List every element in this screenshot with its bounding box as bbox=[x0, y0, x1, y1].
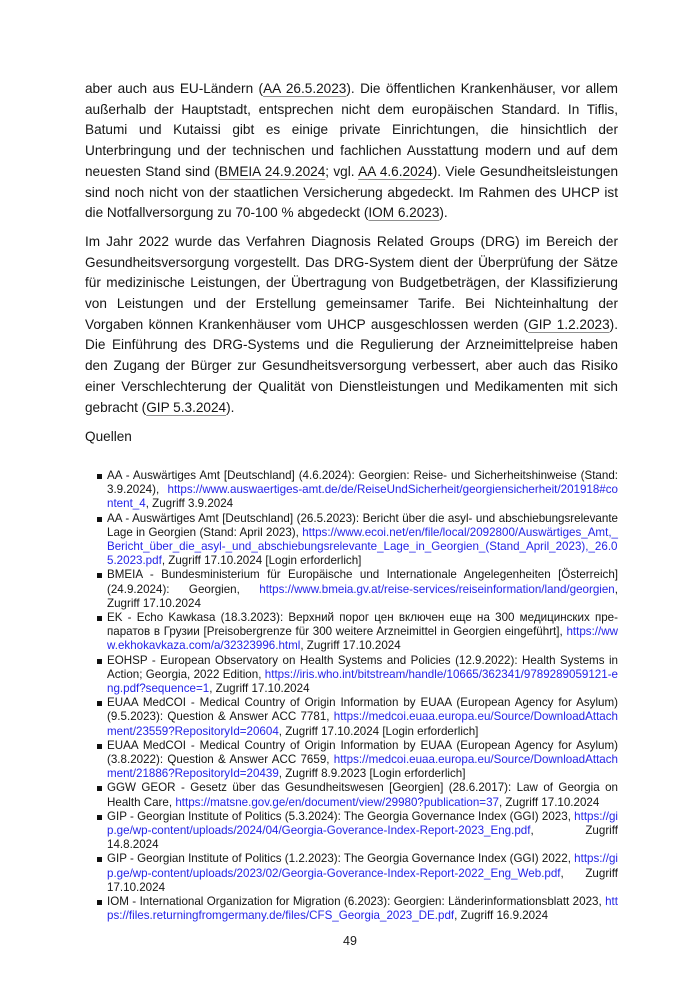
body-paragraph bbox=[85, 79, 618, 224]
text-run: , Zugriff 8.9.2023 [Login erforderlich] bbox=[278, 767, 466, 781]
citation-link[interactable]: BMEIA 24.9.2024 bbox=[218, 163, 326, 179]
text-run: GIP - Georgian Institute of Politics (1.2.2023): The Georgia Governance Index (GGI) 2022, bbox=[107, 852, 575, 866]
reference-text bbox=[107, 469, 618, 512]
reference-text bbox=[107, 654, 618, 697]
reference-item bbox=[85, 512, 618, 569]
reference-item bbox=[85, 469, 618, 512]
bullet-square-icon bbox=[97, 701, 102, 706]
text-run: IOM - International Organization for Migration (6.2023): Georgien: Länderinformationsblatt 2023, bbox=[107, 895, 606, 909]
text-run: ). Die Einführung des DRG-Systems und die Regulierung der Arzneimittelpreise haben den Zugang der Bürger zur Gesundheitsversorgung verbessert, aber auch das Risiko einer Verschlechterung der Qualität von Dienstleistungen und Medikamenten mit sich gebracht ( bbox=[85, 316, 618, 415]
reference-text bbox=[107, 810, 618, 853]
bullet-square-icon bbox=[97, 900, 102, 905]
text-run: ; vgl. bbox=[325, 163, 359, 179]
bullet-square-icon bbox=[97, 474, 102, 479]
text-run: ). Viele Gesundheitsleistungen sind noch nicht von der staatlichen Versicherung abgedeckt. Im Rahmen des UHCP ist die Notfallversorgung zu 70-100 % abgedeckt ( bbox=[85, 163, 619, 221]
body-paragraphs bbox=[85, 79, 618, 418]
reference-item bbox=[85, 781, 618, 809]
reference-item bbox=[85, 654, 618, 697]
text-run: , Zugriff 14.8.2024 bbox=[107, 824, 618, 852]
reference-text bbox=[107, 696, 618, 739]
hyperlink[interactable]: https://www.ecoi.net/en/file/local/2092800/Auswärtiges_Amt,_Bericht_über_die_asyl-_und_abschiebungsrelevante_Lage_in_Georgien_(Stand_April_2023),_26.05.2023.pdf bbox=[107, 525, 618, 568]
text-run: Im Jahr 2022 wurde das Verfahren Diagnosis Related Groups (DRG) im Bereich der Gesundheitsversorgung vorgestellt. Das DRG-System dient der Überprüfung der Sätze für medizinische Leistungen, der Übertragung von Budgetbeträgen, der Klassifizierung von Leistungen und der Erstellung gemeinsamer Tarife. Bei Nichteinhaltung der Vorgaben können Krankenhäuser vom UHCP ausgeschlossen werden ( bbox=[85, 233, 618, 332]
bullet-square-icon bbox=[97, 659, 102, 664]
text-run: , Zugriff 17.10.2024 bbox=[209, 682, 310, 695]
bullet-square-icon bbox=[97, 857, 102, 862]
hyperlink[interactable]: https://gip.ge/wp-content/uploads/2024/04/Georgia-Goverance-Index-Report-2023_Eng.pdf bbox=[107, 809, 618, 838]
reference-text bbox=[107, 512, 618, 569]
text-run: BMEIA - Bundesministerium für Europäische und Internationale Angelegenheiten [Österreich] (24.9.2024): Georgien, bbox=[107, 568, 618, 596]
text-run: AA - Auswärtiges Amt [Deutschland] (26.5.2023): Bericht über die asyl- und abschiebungsrelevante Lage in Georgien (Stand: April 2023), bbox=[107, 511, 618, 539]
reference-text bbox=[107, 611, 618, 654]
citation-link[interactable]: IOM 6.2023 bbox=[368, 205, 440, 221]
sources-heading: Quellen bbox=[85, 429, 132, 445]
hyperlink[interactable]: https://medcoi.euaa.europa.eu/Source/DownloadAttachment/23559?RepositoryId=20604 bbox=[107, 710, 618, 738]
text-run: GIP - Georgian Institute of Politics (5.3.2024): The Georgia Governance Index (GGI) 2023, bbox=[107, 809, 575, 823]
text-run: , Zugriff 17.10.2024 bbox=[300, 639, 401, 653]
text-run: EUAA MedCOI - Medical Country of Origin Information by EUAA (European Agency for Asylum) (3.8.2022): Question & Answer ACC 7659, bbox=[107, 738, 618, 767]
reference-item bbox=[85, 611, 618, 654]
reference-text bbox=[107, 739, 618, 782]
reference-item bbox=[85, 568, 618, 611]
text-run: EOHSP - European Observatory on Health Systems and Policies (12.9.2022): Health Systems in Action; Georgia, 2022 Edition, bbox=[107, 653, 618, 681]
reference-item bbox=[85, 895, 618, 923]
text-run: , Zugriff 17.10.2024 bbox=[107, 866, 618, 894]
text-run: EUAA MedCOI - Medical Country of Origin Information by EUAA (European Agency for Asylum) (9.5.2023): Question & Answer ACC 7781, bbox=[107, 696, 618, 724]
reference-text bbox=[107, 568, 618, 611]
body-paragraph bbox=[85, 232, 618, 418]
citation-link[interactable]: AA 4.6.2024 bbox=[358, 163, 433, 179]
page-content bbox=[85, 79, 618, 923]
text-run: ). bbox=[439, 205, 448, 221]
text-run: , Zugriff 17.10.2024 [Login erforderlich] bbox=[278, 724, 479, 738]
reference-text bbox=[107, 781, 618, 809]
text-run: EK - Echo Kawkasa (18.3.2023): Верхний порог цен включен еще на 300 медицинских препаратов в Грузии [Preisobergrenze für 300 weitere Arzneimittel in Georgien eingeführt], bbox=[107, 610, 618, 639]
citation-link[interactable]: GIP 1.2.2023 bbox=[528, 316, 610, 332]
text-run: ). Die öffentlichen Krankenhäuser, vor allem außerhalb der Hauptstadt, entsprechen nicht dem europäischen Standard. In Tiflis, Batumi und Kutaissi gibt es einige private Einrichtungen, die hinsichtlich der Unterbringung und der technischen und fachlichen Ausstattung modern und auf dem neuesten Stand sind ( bbox=[85, 81, 618, 179]
reference-text bbox=[107, 852, 618, 895]
text-run: AA - Auswärtiges Amt [Deutschland] (4.6.2024): Georgien: Reise- und Sicherheitshinweise (Stand: 3.9.2024), bbox=[107, 468, 618, 497]
text-run: , Zugriff 17.10.2024 bbox=[498, 795, 600, 809]
citation-link[interactable]: AA 26.5.2023 bbox=[263, 81, 347, 96]
text-run: , Zugriff 3.9.2024 bbox=[145, 497, 234, 511]
reference-item bbox=[85, 810, 618, 853]
reference-item bbox=[85, 852, 618, 895]
bullet-square-icon bbox=[97, 815, 102, 820]
text-run: , Zugriff 17.10.2024 bbox=[107, 582, 618, 610]
text-run: , Zugriff 17.10.2024 [Login erforderlich] bbox=[161, 554, 362, 568]
bullet-square-icon bbox=[97, 573, 102, 578]
reference-item bbox=[85, 739, 618, 782]
reference-item bbox=[85, 696, 618, 739]
bullet-square-icon bbox=[97, 786, 102, 791]
hyperlink[interactable]: https://www.ekhokavkaza.com/a/32323996.html bbox=[107, 625, 618, 653]
citation-link[interactable]: GIP 5.3.2024 bbox=[146, 399, 227, 415]
references-list bbox=[85, 469, 618, 924]
text-run: , Zugriff 16.9.2024 bbox=[454, 909, 549, 923]
bullet-square-icon bbox=[97, 517, 102, 522]
text-run: ). bbox=[226, 399, 235, 415]
hyperlink[interactable]: https://files.returningfromgermany.de/files/CFS_Georgia_2023_DE.pdf bbox=[107, 895, 618, 923]
hyperlink[interactable]: https://medcoi.euaa.europa.eu/Source/DownloadAttachment/21886?RepositoryId=20439 bbox=[107, 753, 618, 781]
bullet-square-icon bbox=[97, 616, 102, 621]
page-number: 49 bbox=[343, 934, 357, 948]
hyperlink[interactable]: https://www.bmeia.gv.at/reise-services/reiseinformation/land/georgien bbox=[259, 582, 615, 596]
hyperlink[interactable]: https://iris.who.int/bitstream/handle/10665/362341/9789289059121-eng.pdf?sequence=1 bbox=[107, 667, 618, 695]
bullet-square-icon bbox=[97, 744, 102, 749]
text-run: aber auch aus EU-Ländern ( bbox=[85, 81, 264, 96]
hyperlink[interactable]: https://www.auswaertiges-amt.de/de/ReiseUndSicherheit/georgiensicherheit/201918#content_4 bbox=[107, 483, 618, 511]
text-run: GGW GEOR - Gesetz über das Gesundheitswesen [Georgien] (28.6.2017): Law of Georgia on Health Care, bbox=[107, 781, 618, 809]
hyperlink[interactable]: https://gip.ge/wp-content/uploads/2023/02/Georgia-Goverance-Index-Report-2022_Eng_Web.pdf bbox=[107, 852, 618, 880]
reference-text bbox=[107, 895, 618, 923]
hyperlink[interactable]: https://matsne.gov.ge/en/document/view/29980?publication=37 bbox=[175, 795, 499, 809]
